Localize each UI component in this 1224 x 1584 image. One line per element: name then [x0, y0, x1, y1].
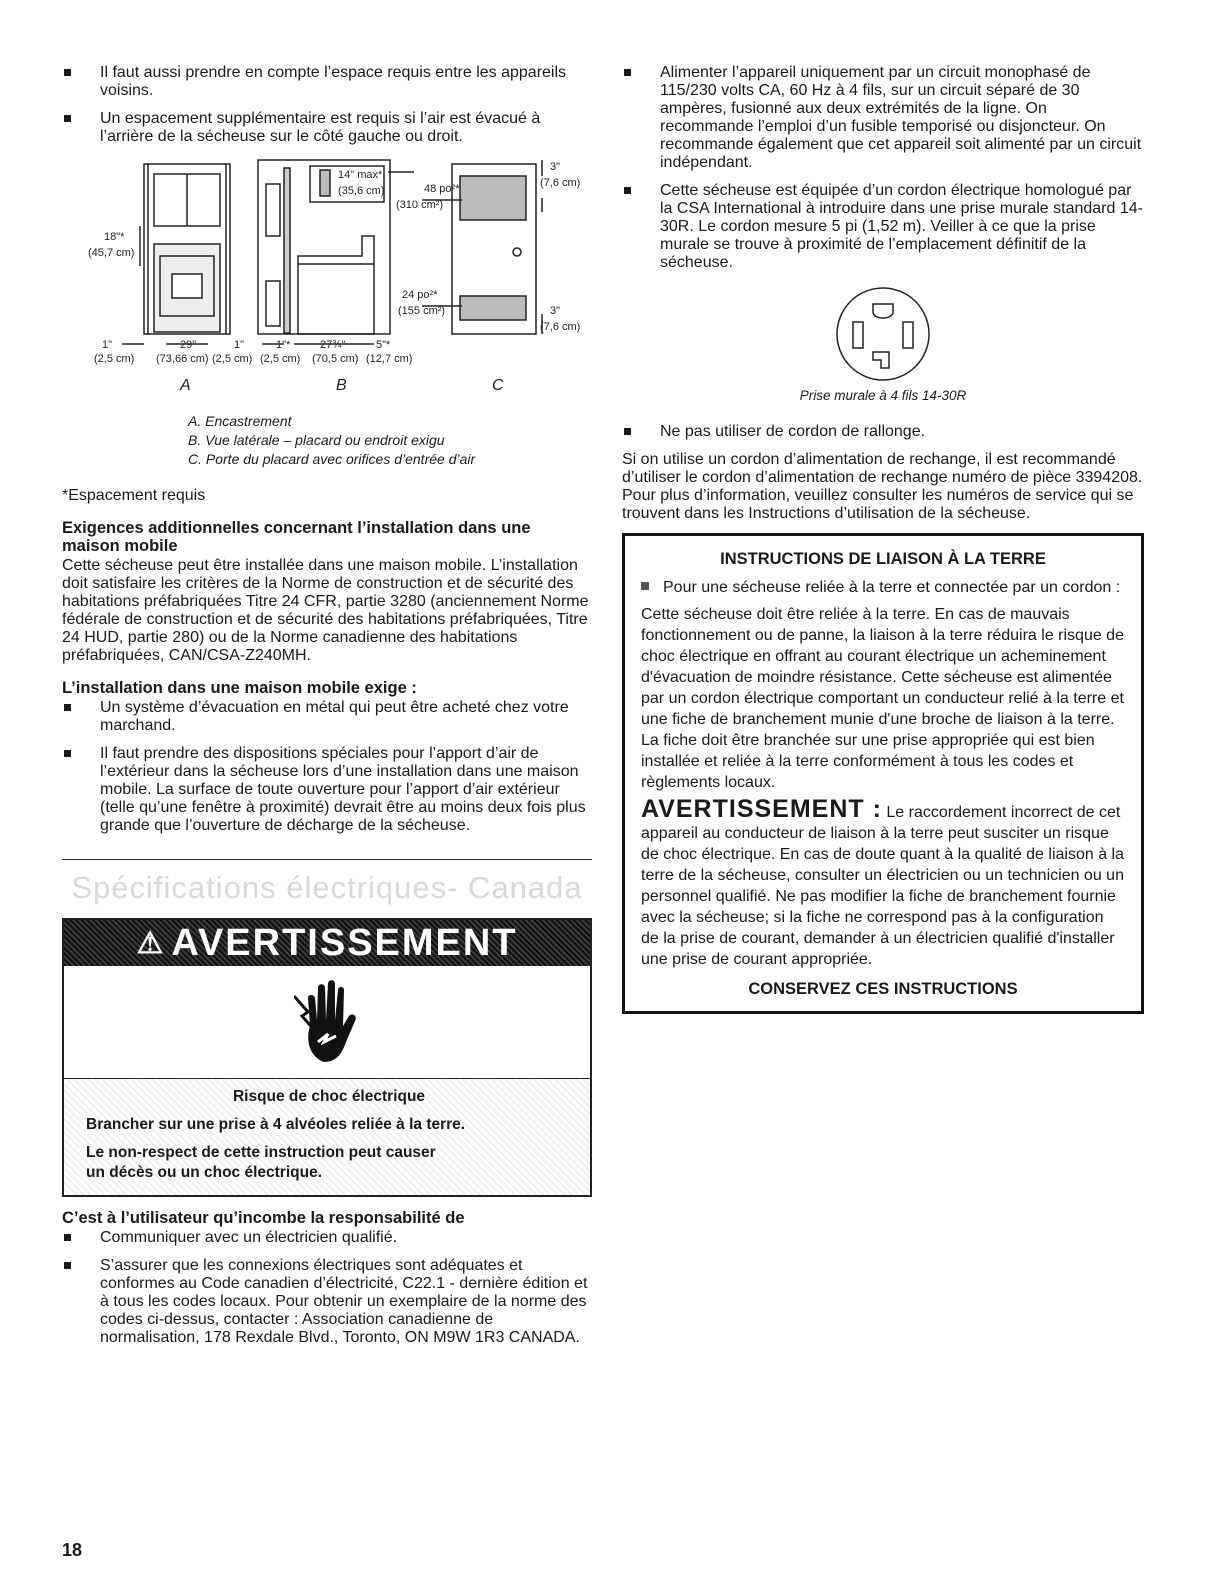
section-title: Spécifications électriques- Canada [62, 859, 592, 906]
dim-label: 14" max* [338, 169, 383, 181]
warning-banner [64, 920, 590, 966]
grounding-warning-word: AVERTISSEMENT : [641, 795, 882, 823]
keep-instructions: CONSERVEZ CES INSTRUCTIONS [748, 980, 1018, 998]
dim-label: (7,6 cm) [540, 177, 581, 189]
dim-label: 48 po²* [424, 183, 460, 195]
grounding-bullet: Pour une sécheuse reliée à la terre et connectée par un cordon : [641, 577, 1125, 598]
dim-label: (70,5 cm) [312, 353, 359, 365]
warning-line: un décès ou un choc électrique. [86, 1164, 322, 1181]
power-bullet-list [622, 64, 1144, 272]
warning-line: Brancher sur une prise à 4 alvéoles reliée à la terre. [86, 1116, 466, 1133]
mobile-home-text: Cette sécheuse peut être installée dans une maison mobile. L’installation doit satisfaire les critères de la Norme de construction et de sécurité des habitations préfabriquées Titre 24 CFR, partie 3280 (anciennement Norme fédérale de construction et de sécurité des habitations préfabriquées, Titre 24 HUD, partie 280) ou de la Norme canadienne des habitations préfabriquées, CAN/CSA-Z240MH. [62, 557, 589, 664]
dim-label: 3" [550, 305, 561, 317]
warning-triangle-icon: ⚠ [136, 926, 166, 960]
dim-label: (2,5 cm) [260, 353, 301, 365]
wall-outlet-14-30r-icon [833, 284, 933, 384]
clearance-figure [62, 156, 592, 406]
figure-label-a: A [180, 377, 191, 394]
dim-label: (7,6 cm) [540, 321, 581, 333]
grounding-text: Cette sécheuse doit être reliée à la terre. En cas de mauvais fonctionnement ou de panne, la liaison à la terre réduira le risque de choc électrique en offrant au courant électrique un acheminement d'évacuation de moindre résistance. Cette sécheuse est alimentée par un cordon électrique comportant un conducteur relié à la terre et une fiche de branchement munie d'une broche de liaison à la terre. La fiche doit être branchée sur une prise appropriée qui est bien installée et reliée à la terre conformément à tous les codes et règlements locaux. [641, 606, 1124, 791]
electric-shock-hand-icon [294, 976, 364, 1066]
extension-bullet-list [622, 423, 1144, 441]
left-column [62, 64, 592, 1357]
grounding-title: INSTRUCTIONS DE LIAISON À LA TERRE [720, 550, 1046, 568]
responsibility-heading: C’est à l’utilisateur qu’incombe la responsabilité de [62, 1209, 465, 1227]
list-item: Il faut prendre des dispositions spéciales pour l’apport d’air de l’extérieur dans la sécheuse lors d’une installation dans une maison mobile. La surface de toute ouverture pour l’apport d’air extérieur (telle qu’une fenêtre à proximité) devrait être au moins deux fois plus grande que l’ouverture de décharge de la sécheuse. [62, 745, 592, 835]
mobile-req-heading: L’installation dans une maison mobile exige : [62, 679, 417, 697]
top-bullet-list [62, 64, 592, 146]
page-number: 18 [62, 1540, 83, 1560]
dim-label: 1" [234, 339, 245, 351]
dim-label: 29" [180, 339, 197, 351]
dim-label: 18"* [104, 231, 125, 243]
list-item: Ne pas utiliser de cordon de rallonge. [622, 423, 1144, 441]
grounding-warning [641, 795, 1125, 970]
warning-risk: Risque de choc électrique [232, 1088, 426, 1105]
list-item: S’assurer que les connexions électriques sont adéquates et conformes au Code canadien d’électricité, C22.1 - dernière édition et à tous les codes locaux. Pour obtenir un exemplaire de la norme des codes ci-dessus, contacter : Association canadienne de normalisation, 178 Rexdale Blvd., Toronto, ON M9W 1R3 CANADA. [62, 1257, 592, 1347]
warning-banner-text: AVERTISSEMENT [171, 921, 518, 964]
dim-label: (45,7 cm) [88, 247, 135, 259]
outlet-caption: Prise murale à 4 fils 14-30R [799, 388, 967, 403]
warning-box [62, 918, 592, 1197]
clearance-note: *Espacement requis [62, 487, 206, 504]
dim-label: 1" [102, 339, 113, 351]
dim-label: (310 cm²) [396, 199, 444, 211]
dim-label: 27¾" [320, 339, 346, 351]
list-item: Alimenter l’appareil uniquement par un circuit monophasé de 115/230 volts CA, 60 Hz à 4 fils, sur un circuit séparé de 30 ampères, fusionné aux deux extrémités de la ligne. On recommande l’emploi d’un fusible temporisé ou disjoncteur. On recommande également que cet appareil soit alimenté par un circuit indépendant. [622, 64, 1144, 172]
list-item: Cette sécheuse est équipée d’un cordon électrique homologué par la CSA International à introduire dans une prise murale standard 14-30R. Le cordon mesure 5 pi (1,52 m). Veiller à ce que la prise murale se trouve à proximité de l’emplacement définitif de la sécheuse. [622, 182, 1144, 272]
grounding-warning-text: Le raccordement incorrect de cet appareil au conducteur de liaison à la terre peut susciter un risque de choc électrique. En cas de doute quant à la qualité de liaison à la terre de la sécheuse, consulter un électricien ou un technicien ou un personnel qualifié. Ne pas modifier la fiche de branchement fournie avec la sécheuse; si la fiche ne correspond pas à la configuration de la prise de courant, demander à un électricien qualifié d'installer une prise de courant appropriée. [641, 804, 1124, 968]
responsibility-bullet-list [62, 1229, 592, 1347]
grounding-box [622, 533, 1144, 1014]
dim-label: 5"* [376, 339, 391, 351]
cord-text: Si on utilise un cordon d’alimentation de rechange, il est recommandé d’utiliser le cordon d’alimentation de rechange numéro de pièce 3394208. Pour plus d’information, veuillez consulter les numéros de service qui se trouvent dans les Instructions d’utilisation de la sécheuse. [622, 451, 1143, 522]
legend-item: B. Vue latérale – placard ou endroit exigu [188, 432, 445, 448]
shock-hazard-area [64, 966, 590, 1079]
figure-label-c: C [492, 377, 504, 394]
dim-label: (155 cm²) [398, 305, 446, 317]
figure-legend [188, 412, 592, 469]
warning-line: Le non-respect de cette instruction peut causer [86, 1144, 436, 1161]
figure-label-b: B [336, 377, 347, 394]
dim-label: 1"* [276, 339, 291, 351]
legend-item: C. Porte du placard avec orifices d’entrée d’air [188, 451, 476, 467]
mobile-bullet-list [62, 699, 592, 835]
list-item: Un espacement supplémentaire est requis si l’air est évacué à l’arrière de la sécheuse sur le côté gauche ou droit. [62, 110, 592, 146]
mobile-home-heading: Exigences additionnelles concernant l’installation dans une maison mobile [62, 519, 531, 555]
warning-text [64, 1079, 590, 1195]
dim-label: 3" [550, 161, 561, 173]
dim-label: (35,6 cm) [338, 185, 385, 197]
dim-label: (2,5 cm) [212, 353, 253, 365]
list-item: Il faut aussi prendre en compte l’espace requis entre les appareils voisins. [62, 64, 592, 100]
list-item: Communiquer avec un électricien qualifié. [62, 1229, 592, 1247]
dim-label: (12,7 cm) [366, 353, 413, 365]
legend-item: A. Encastrement [188, 413, 292, 429]
right-column [622, 64, 1144, 1014]
list-item: Un système d’évacuation en métal qui peut être acheté chez votre marchand. [62, 699, 592, 735]
dim-label: (73,66 cm) [156, 353, 209, 365]
dim-label: 24 po²* [402, 289, 438, 301]
dim-label: (2,5 cm) [94, 353, 135, 365]
